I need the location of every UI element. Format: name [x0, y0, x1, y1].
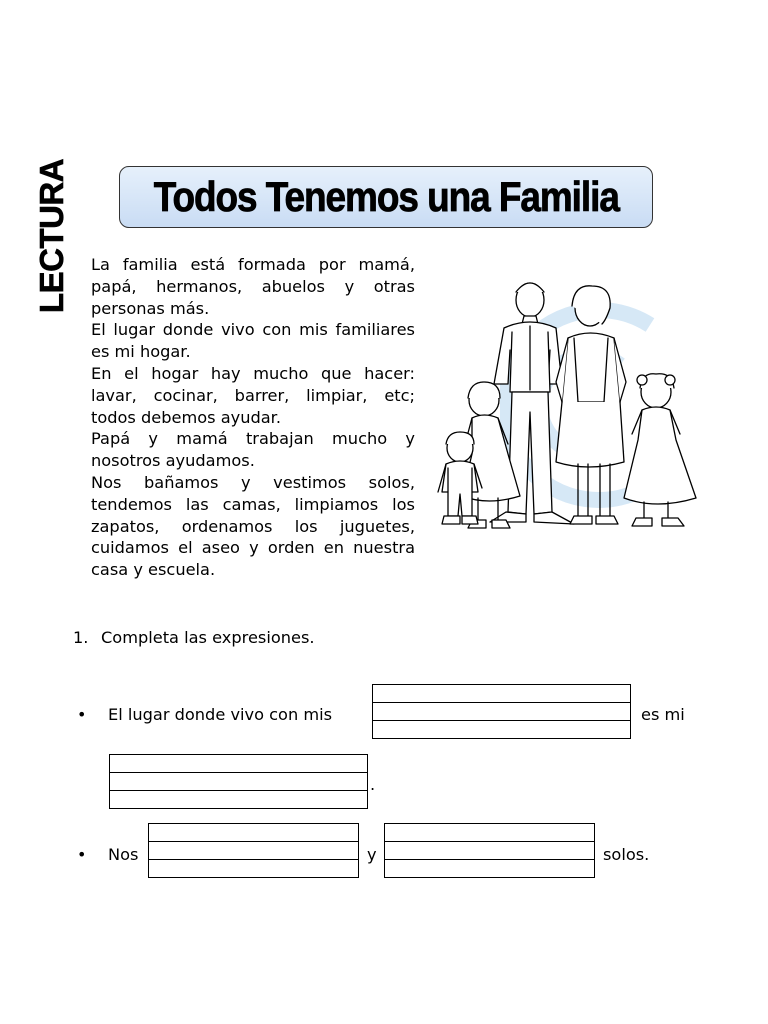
answer-box-3[interactable]	[148, 823, 359, 878]
title-banner	[119, 166, 653, 228]
family-illustration	[428, 272, 710, 544]
answer-line[interactable]	[385, 842, 594, 860]
item-1-text-end: .	[370, 775, 376, 794]
answer-line[interactable]	[110, 773, 367, 791]
right-girl-figure	[624, 374, 696, 526]
item-1-text-before: El lugar donde vivo con mis	[108, 705, 333, 724]
answer-line[interactable]	[385, 860, 594, 877]
side-title	[32, 160, 72, 312]
answer-line[interactable]	[149, 824, 358, 842]
answer-line[interactable]	[149, 860, 358, 877]
answer-box-1[interactable]	[372, 684, 631, 739]
page-title: Todos Tenemos una Familia	[153, 173, 619, 220]
reading-text	[91, 254, 415, 581]
reading-paragraph: La familia está formada por mamá, papá, hermanos, abuelos y otras personas más.	[91, 255, 415, 318]
item-2-text-middle: y	[367, 845, 377, 864]
answer-box-4[interactable]	[384, 823, 595, 878]
answer-line[interactable]	[373, 703, 630, 721]
bullet-icon: •	[77, 845, 87, 864]
answer-line[interactable]	[373, 721, 630, 738]
answer-line[interactable]	[373, 685, 630, 703]
answer-line[interactable]	[149, 842, 358, 860]
item-1-text-middle: es mi	[641, 705, 685, 724]
reading-paragraph: El lugar donde vivo con mis familiares es mi hogar.	[91, 320, 415, 362]
side-title-text: LECTURA	[33, 158, 70, 314]
item-2-text-before: Nos	[108, 845, 139, 864]
answer-line[interactable]	[110, 755, 367, 773]
exercise-title	[73, 628, 315, 647]
bullet-icon: •	[77, 705, 87, 724]
reading-paragraph: Nos bañamos y vestimos solos, tendemos las camas, limpiamos los zapatos, ordenamos los juguetes, cuidamos el aseo y orden en nuestra casa y escuela.	[91, 472, 415, 580]
exercise-instruction: Completa las expresiones.	[101, 628, 315, 647]
mother-figure	[556, 286, 626, 524]
reading-paragraph: En el hogar hay mucho que hacer: lavar, cocinar, barrer, limpiar, etc; todos debemos ayudar.	[91, 363, 415, 427]
exercise-number: 1.	[73, 628, 89, 647]
item-2-text-end: solos.	[603, 845, 650, 864]
reading-paragraph: Papá y mamá trabajan mucho y nosotros ayudamos.	[91, 429, 415, 471]
answer-line[interactable]	[110, 791, 367, 808]
answer-box-2[interactable]	[109, 754, 368, 809]
answer-line[interactable]	[385, 824, 594, 842]
